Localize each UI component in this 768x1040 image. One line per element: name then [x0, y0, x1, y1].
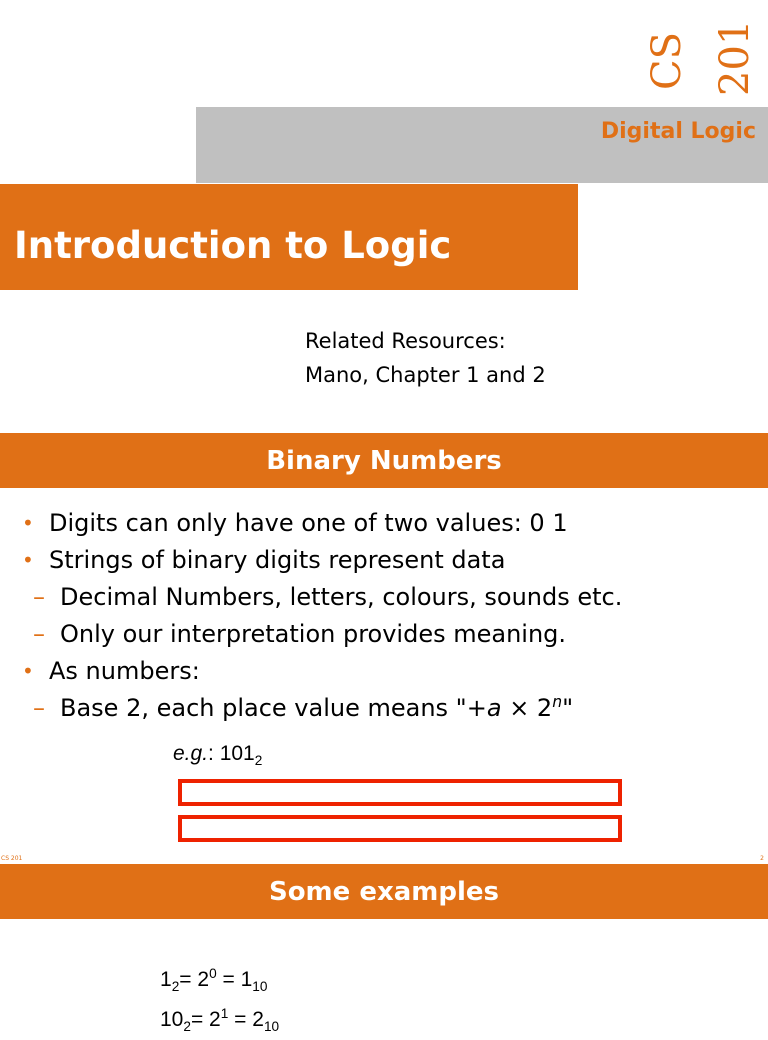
- example-value: 101: [219, 742, 255, 765]
- example-rhs: = 1: [216, 968, 253, 991]
- bullet-dot-icon: •: [22, 659, 34, 683]
- example-exponent: 0: [209, 966, 217, 981]
- list-item-text: Decimal Numbers, letters, colours, sounds etc.: [60, 583, 623, 611]
- course-code: [640, 0, 768, 104]
- example-exponent: 1: [220, 1006, 229, 1021]
- resources-heading: Related Resources:: [305, 329, 506, 353]
- example-separator: :: [208, 742, 220, 765]
- example-lhs: 1: [160, 968, 172, 991]
- related-resources: [305, 324, 546, 392]
- dash-icon: –: [33, 583, 45, 611]
- highlight-box: [178, 815, 622, 842]
- list-item-text: As numbers:: [49, 657, 200, 685]
- example-rhs: = 2: [228, 1008, 264, 1031]
- example-label: e.g.: [173, 742, 209, 765]
- formula-suffix: ": [562, 694, 574, 722]
- formula-middle: × 2: [501, 694, 553, 722]
- footer-course: CS 201: [1, 855, 23, 862]
- course-code-number: 201: [712, 19, 758, 96]
- list-item-text: [60, 690, 573, 727]
- bullet-dot-icon: •: [22, 511, 34, 535]
- list-item: [0, 690, 768, 727]
- example-power-base: = 2: [190, 1008, 221, 1031]
- section-heading-some-examples: Some examples: [0, 864, 768, 919]
- example-number: [173, 742, 263, 769]
- example-row: [160, 1000, 279, 1040]
- list-item: [0, 542, 768, 579]
- page-title: Introduction to Logic: [14, 224, 452, 267]
- bullet-list: [0, 505, 768, 727]
- list-item: [0, 616, 768, 653]
- footer-page-number: 2: [760, 855, 764, 862]
- list-item-text: Digits can only have one of two values: 0 1: [49, 509, 568, 537]
- variable-n: n: [552, 693, 563, 711]
- list-item: [0, 505, 768, 542]
- dash-icon: –: [33, 620, 45, 648]
- example-rhs-base: 10: [263, 1019, 280, 1035]
- list-item: [0, 579, 768, 616]
- header-bar: [196, 107, 768, 183]
- formula-prefix: Base 2, each place value means "+: [60, 694, 487, 722]
- bullet-dot-icon: •: [22, 548, 34, 572]
- example-power-base: = 2: [179, 968, 210, 991]
- list-item-text: Only our interpretation provides meaning.: [60, 620, 567, 648]
- examples-list: [160, 960, 279, 1040]
- resources-reference: Mano, Chapter 1 and 2: [305, 363, 546, 387]
- title-banner: [0, 184, 578, 290]
- example-lhs-base: 2: [171, 979, 180, 995]
- variable-a: a: [486, 694, 502, 722]
- example-base: 2: [254, 753, 263, 769]
- highlight-box: [178, 779, 622, 806]
- dash-icon: –: [33, 694, 45, 722]
- course-code-letters: CS: [644, 31, 690, 90]
- example-row: [160, 960, 279, 1000]
- list-item-text: Strings of binary digits represent data: [49, 546, 506, 574]
- section-heading-binary-numbers: Binary Numbers: [0, 433, 768, 488]
- example-lhs-base: 2: [183, 1019, 191, 1035]
- example-rhs-base: 10: [252, 979, 268, 995]
- list-item: [0, 653, 768, 690]
- subject-label: Digital Logic: [600, 119, 756, 144]
- example-lhs: 10: [160, 1008, 184, 1031]
